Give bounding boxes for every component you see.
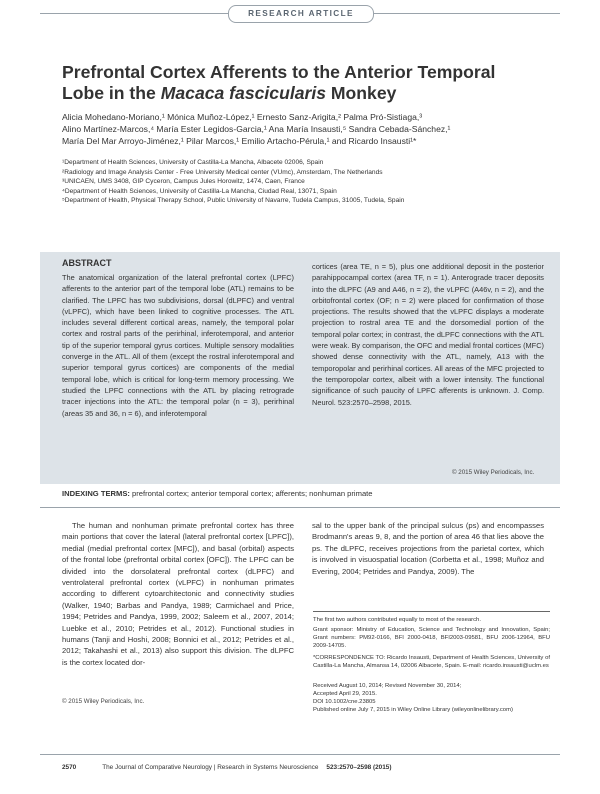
author-line: Alicia Mohedano-Moriano,¹ Mónica Muñoz-López,¹ Ernesto Sanz-Arigita,² Palma Pró-Sistiaga,³: [62, 112, 423, 122]
author-line: María Del Mar Arroyo-Jiménez,¹ Pilar Marcos,¹ Emilio Artacho-Pérula,¹ and Ricardo Insausti¹*: [62, 136, 417, 147]
footnote-accepted: Accepted April 29, 2015.: [313, 691, 377, 697]
footnote-grant: Grant sponsor: Ministry of Education, Science and Technology and Innovation, Spain; Grant numbers: PM92-0166, BFI 2000-0418, BFI2003-09581, BFU 2006-12964, BFU 2009-14705.: [313, 627, 550, 650]
author-list: [62, 111, 542, 148]
author-line: Alino Martínez-Marcos,⁴ María Ester Legidos-Garcia,¹ Ana María Insausti,⁵ Sandra Cebada-Sánchez,¹: [62, 124, 451, 135]
footnote-rule: [313, 611, 550, 612]
indexing-label: INDEXING TERMS:: [62, 489, 130, 498]
affiliation: ³UNICAEN, UMS 3408, GIP Cyceron, Campus Jules Horowitz, 1474, Caen, France: [62, 178, 305, 186]
page-footer: [62, 764, 542, 771]
journal-citation: 523:2570–2598 (2015): [326, 764, 392, 771]
page-number: 2570: [62, 764, 77, 771]
abstract-copyright: © 2015 Wiley Periodicals, Inc.: [452, 469, 535, 476]
abstract-text-right: cortices (area TE, n = 5), plus one additional deposit in the posterior parahippocampal cortex (area TF, n = 1). Anterograde tracer deposits into the dLPFC (A9 and A46, n = 2), the vLPFC (A46v, n = 2), and the orbitofrontal cortex (OF; n = 2) were placed for confirmation of those projections. The results showed that the vLPFC displays a moderate projection to rostral area TE and the dorsomedial portion of the temporal polar cortex; in contrast, the dLPFC connections with the ATL were weak. By comparison, the OFC and medial frontal cortices (MFC) showed dense connectivity with the ATL, namely, A13 with the temporopolar and perirhinal cortices. All areas of the MFC projected to the temporopolar cortex, albeit with a lower intensity. The functional significance of such paucity of LPFC afferents is unknown. J. Comp. Neurol. 523:2570–2598, 2015.: [312, 262, 544, 407]
indexing-terms: [62, 489, 542, 498]
footer-rule: [40, 754, 560, 755]
affiliation-list: [62, 158, 542, 206]
body-copyright: © 2015 Wiley Periodicals, Inc.: [62, 698, 145, 705]
journal-name: The Journal of Comparative Neurology | Research in Systems Neuroscience: [102, 764, 319, 771]
footnote-doi: DOI 10.1002/cne.23805: [313, 699, 376, 705]
article-title: [62, 62, 542, 104]
abstract-heading: ABSTRACT: [62, 258, 112, 268]
abstract-text-left: The anatomical organization of the lateral prefrontal cortex (LPFC) afferents to the anterior part of the temporal lobe (ATL) remains to be clarified. The LPFC has two subdivisions, dorsal (dLPFC) and ventral (vLPFC), which have been linked to cognitive processes. The ATL includes several different cortical areas, namely, the temporal polar cortex and rostral parts of the perirhinal, inferotemporal, and anterior tip of the superior temporal gyrus cortices. Multiple sensory modalities converge in the ATL. All of them (except the rostral inferotemporal and superior temporal gyrus cortices) are components of the medial temporal lobe, which is critical for long-term memory processing. We studied the LPFC connections with the ATL by placing retrograde tracer injections into the ATL: the temporal polar (n = 3), perirhinal (areas 35 and 36, n = 6), and inferotemporal: [62, 273, 294, 418]
footnote-equal-contribution: The first two authors contributed equally to most of the research.: [313, 617, 481, 623]
section-label: RESEARCH ARTICLE: [228, 5, 374, 23]
affiliation: ⁴Department of Health Sciences, University of Castilla-La Mancha, Ciudad Real, 13071, Spain: [62, 187, 337, 195]
affiliation: ⁵Department of Health, Physical Therapy School, Public University of Navarre, Tudela Campus, 31005, Tudela, Spain: [62, 197, 405, 205]
indexing-list: prefrontal cortex; anterior temporal cortex; afferents; nonhuman primate: [129, 489, 373, 498]
body-text-right: sal to the upper bank of the principal sulcus (ps) and encompasses Brodmann's areas 9, 8, and the portion of area 46 that lies above the ps. The dLPFC, receives projections from the parietal cortex, which is involved in visuospatial location (Corbetta et al., 1998; Muñoz and Evering, 2004; Petrides and Pandya, 2009). The: [312, 521, 544, 576]
title-species: Macaca fascicularis: [160, 83, 327, 103]
footnote-received: Received August 10, 2014; Revised November 30, 2014;: [313, 683, 462, 689]
body-text-left: The human and nonhuman primate prefrontal cortex has three main portions that cover the lateral (lateral prefrontal cortex [LPFC]), medial (medial prefrontal cortex [MFC]), and basal (orbital) aspects of the frontal lobe (prefrontal orbital cortex [OFC]). The LPFC can be divided into the dorsolateral prefrontal cortex (dLPFC) and ventrolateral prefrontal cortex (vLPFC) in nonhuman primates according to different cytoarchitectonic and connectivity studies (Walker, 1940; Barbas and Pandya, 1989; Carmichael and Price, 1994; Petrides and Pandya, 1999, 2002; Saleem et al., 2007, 2014; Luebke et al., 2010; Petrides et al., 2012). Functional studies in humans (Tanji and Hoshi, 2008; Bonnici et al., 2012; Petrides et al., 2012; Takahashi et al., 2013) also support this division. The dLPFC is the cortex located dor-: [62, 521, 294, 667]
footnote-published: Published online July 7, 2015 in Wiley Online Library (wileyonlinelibrary.com): [313, 707, 513, 713]
section-rule: [40, 507, 560, 508]
affiliation: ¹Department of Health Sciences, University of Castilla-La Mancha, Albacete 02006, Spain: [62, 159, 324, 166]
affiliation: ²Radiology and Image Analysis Center - Free University Medical center (VUmc), Amsterdam, The Netherlands: [62, 168, 383, 176]
footnote-correspondence: *CORRESPONDENCE TO: Ricardo Insausti, Department of Health Sciences, University of Castilla-La Mancha, Almansa 14, 02006 Albacete, Spain. E-mail: ricardo.insausti@uclm.es: [313, 655, 550, 670]
title-part1: Prefrontal Cortex Afferents to the Anterior Temporal Lobe in the: [62, 62, 496, 103]
title-part2: Monkey: [326, 83, 397, 103]
